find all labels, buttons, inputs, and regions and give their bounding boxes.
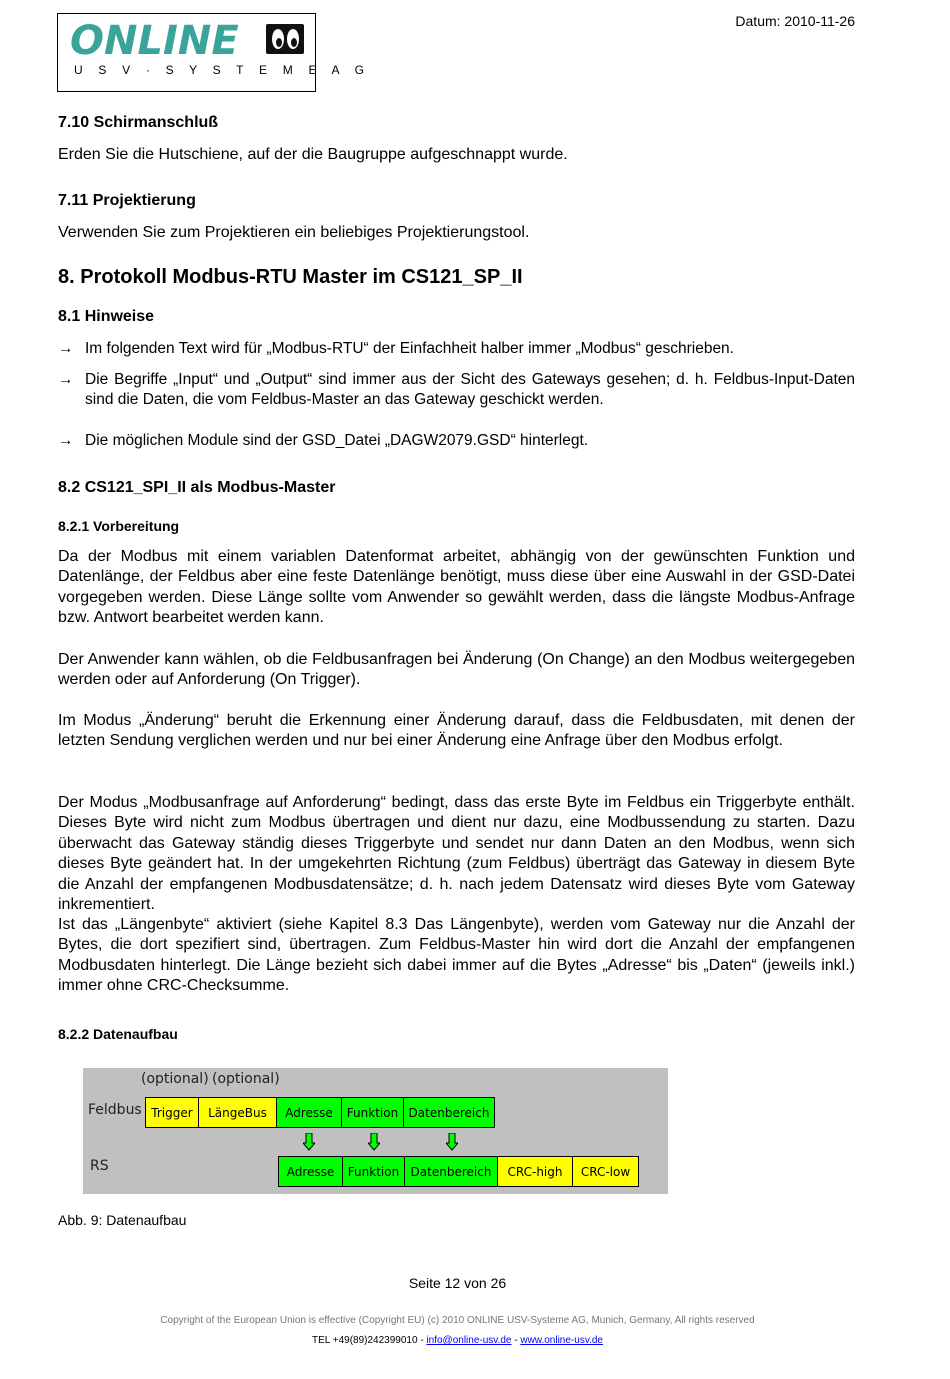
contact-line xyxy=(0,1335,915,1346)
text-7-11: Verwenden Sie zum Projektieren ein beliebiges Projektierungstool. xyxy=(58,224,530,241)
separator: - xyxy=(511,1335,521,1346)
list-item-text: Die Begriffe „Input“ und „Output“ sind immer aus der Sicht des Gateways gesehen; d. h. Feldbus-Input-Daten sind die Daten, die vom Feldbus-Master an das Gateway geschickt werden. xyxy=(85,371,855,409)
company-logo xyxy=(57,13,371,92)
heading-7-11: 7.11 Projektierung xyxy=(58,192,196,209)
heading-7-10: 7.10 Schirmanschluß xyxy=(58,114,219,131)
logo-subtitle: U S V · S Y S T E M E A G xyxy=(74,63,371,77)
heading-8-2: 8.2 CS121_SPI_II als Modbus-Master xyxy=(58,479,336,496)
arrow-right-icon: → xyxy=(58,340,74,357)
heading-8-2-1: 8.2.1 Vorbereitung xyxy=(58,518,180,534)
arrow-down-icon xyxy=(446,1133,458,1151)
field-cell: CRC-low xyxy=(572,1156,639,1187)
field-cell: CRC-high xyxy=(497,1156,573,1187)
field-cell: Datenbereich xyxy=(403,1097,495,1128)
field-cell: LängeBus xyxy=(198,1097,277,1128)
list-item-text: Die möglichen Module sind der GSD_Datei „DAGW2079.GSD“ hinterlegt. xyxy=(85,432,589,449)
logo-eyes-icon xyxy=(266,24,304,54)
email-link[interactable]: info@online-usv.de xyxy=(426,1335,512,1346)
list-item-text: Im folgenden Text wird für „Modbus-RTU“ der Einfachheit halber immer „Modbus“ geschrieben. xyxy=(85,340,734,357)
paragraph: Da der Modbus mit einem variablen Datenformat arbeitet, abhängig von der gewünschten Funktion und Datenlänge, der Feldbus aber eine feste Datenlänge benötigt, muss diese über eine Auswahl in der GSD-Datei vorgegeben werden. Diese Länge sollte vom Anwender so gewählt werden, dass die längste Modbus-Anfrage bzw. Antwort bearbeitet werden kann. xyxy=(58,548,855,627)
arrow-right-icon: → xyxy=(58,432,74,449)
feldbus-row-label: Feldbus xyxy=(88,1102,142,1118)
field-cell: Adresse xyxy=(276,1097,342,1128)
figure-caption: Abb. 9: Datenaufbau xyxy=(58,1212,187,1228)
logo-wordmark: ONLINE xyxy=(70,18,239,64)
paragraph: Der Anwender kann wählen, ob die Feldbusanfragen bei Änderung (On Change) an den Modbus weitergegeben werden oder auf Anforderung (On Trigger). xyxy=(58,651,855,689)
rs-row-label: RS xyxy=(90,1158,109,1174)
field-cell: Datenbereich xyxy=(404,1156,498,1187)
arrow-down-icon xyxy=(303,1133,315,1151)
heading-8: 8. Protokoll Modbus-RTU Master im CS121_SP_II xyxy=(58,266,523,288)
field-cell: Funktion xyxy=(341,1097,404,1128)
data-structure-figure xyxy=(83,1068,668,1194)
heading-8-1: 8.1 Hinweise xyxy=(58,308,155,325)
field-cell: Funktion xyxy=(342,1156,405,1187)
document-date: Datum: 2010-11-26 xyxy=(735,13,855,29)
heading-8-2-2: 8.2.2 Datenaufbau xyxy=(58,1026,178,1042)
paragraph: Im Modus „Änderung“ beruht die Erkennung einer Änderung darauf, dass die Feldbusdaten, mit denen der letzten Sendung verglichen werden und nur bei einer Änderung eine Anfrage über den Modbus erfolgt. xyxy=(58,712,855,750)
page-number: Seite 12 von 26 xyxy=(408,1275,507,1291)
phone-number: TEL +49(89)242399010 - xyxy=(312,1335,427,1346)
paragraph: Ist das „Längenbyte“ aktiviert (siehe Kapitel 8.3 Das Längenbyte), werden vom Gateway nur die Anzahl der Bytes, die dort spezifiert sind, übertragen. Zum Feldbus-Master hin wird dort die Anzahl der empfangenen Modbusdaten hinterlegt. Die Länge bezieht sich dabei immer auf die Bytes „Adresse“ bis „Daten“ (jeweils inkl.) immer ohne CRC-Checksumme. xyxy=(58,916,855,995)
copyright-notice: Copyright of the European Union is effective (Copyright EU) (c) 2010 ONLINE USV-Systeme AG, Munich, Germany, All rights reserved xyxy=(160,1315,755,1326)
website-link[interactable]: www.online-usv.de xyxy=(520,1335,603,1346)
field-cell: Trigger xyxy=(145,1097,199,1128)
field-cell: Adresse xyxy=(278,1156,343,1187)
arrow-right-icon: → xyxy=(58,371,74,388)
arrow-down-icon xyxy=(368,1133,380,1151)
optional-label: (optional) xyxy=(212,1071,280,1087)
text-7-10: Erden Sie die Hutschiene, auf der die Baugruppe aufgeschnappt wurde. xyxy=(58,146,568,163)
optional-label: (optional) xyxy=(141,1071,209,1087)
paragraph: Der Modus „Modbusanfrage auf Anforderung“ bedingt, dass das erste Byte im Feldbus ein Triggerbyte enthält. Dieses Byte wird nicht zum Modbus übertragen und dient nur dazu, eine Modbussendung zu starten. Dazu überwacht das Gateway ständig dieses Triggerbyte und sendet nur dann Daten an den Modbus, wenn sich dieses Byte geändert hat. In der umgekehrten Richtung (zum Feldbus) überträgt das Gateway in diesem Byte die Anzahl der empfangenen Modbusdatensätze; d. h. nach jedem Datensatz wird dieses Byte vom Gateway inkrementiert. xyxy=(58,794,855,914)
